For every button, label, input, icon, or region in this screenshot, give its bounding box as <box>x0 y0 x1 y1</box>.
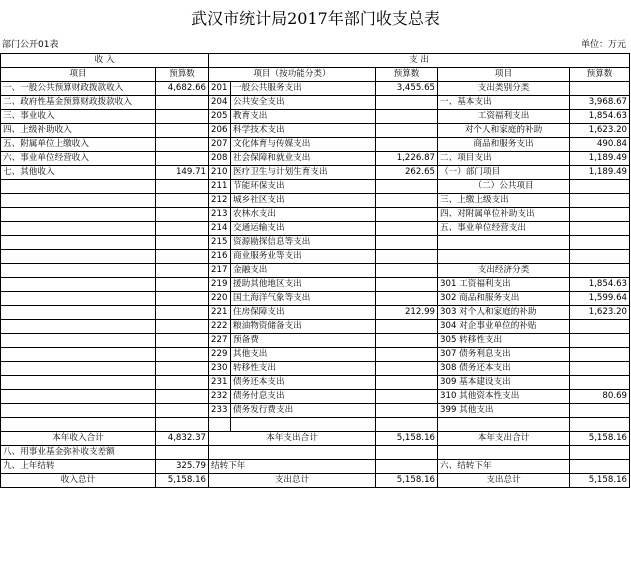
exp-total-label: 支出总计 <box>209 474 376 488</box>
exp-item <box>438 236 570 250</box>
func-code: 233 <box>209 404 231 418</box>
table-row <box>1 390 630 404</box>
table-row <box>1 194 630 208</box>
income-item <box>1 194 156 208</box>
func-item: 债务付息支出 <box>231 390 376 404</box>
func-amount <box>376 180 438 194</box>
table-row <box>1 96 630 110</box>
exp-amount: 3,968.67 <box>570 96 630 110</box>
header-row-2 <box>1 68 630 82</box>
func-amount <box>376 278 438 292</box>
carry-amount: 325.79 <box>156 460 209 474</box>
budget-table <box>0 53 630 488</box>
income-amount <box>156 96 209 110</box>
col-header-budget-func: 预算数 <box>376 68 438 82</box>
income-item <box>1 306 156 320</box>
income-amount <box>156 236 209 250</box>
income-item <box>1 334 156 348</box>
func-amount <box>376 222 438 236</box>
func-item: 农林水支出 <box>231 208 376 222</box>
fund-row <box>1 446 630 460</box>
income-item <box>1 292 156 306</box>
col-header-budget-right: 预算数 <box>570 68 630 82</box>
col-header-item: 项目 <box>1 68 156 82</box>
income-amount <box>156 320 209 334</box>
func-item: 其他支出 <box>231 348 376 362</box>
func-amount <box>376 320 438 334</box>
income-item <box>1 278 156 292</box>
exp-amount: 1,623.20 <box>570 124 630 138</box>
grand-total-row <box>1 474 630 488</box>
table-row <box>1 278 630 292</box>
income-item: 三、事业收入 <box>1 110 156 124</box>
exp-total-amount-2: 5,158.16 <box>570 474 630 488</box>
table-row <box>1 362 630 376</box>
exp-amount: 1,623.20 <box>570 306 630 320</box>
income-item <box>1 404 156 418</box>
blank-row <box>1 418 630 432</box>
exp-item: 二、项目支出 <box>438 152 570 166</box>
table-row <box>1 166 630 180</box>
exp-amount <box>570 180 630 194</box>
unit-label: 单位：万元 <box>580 40 626 50</box>
func-code: 208 <box>209 152 231 166</box>
exp-item: 支出类别分类 <box>438 82 570 96</box>
year-income-label: 本年收入合计 <box>1 432 156 446</box>
exp-amount <box>570 320 630 334</box>
income-item <box>1 264 156 278</box>
income-amount <box>156 222 209 236</box>
func-amount <box>376 362 438 376</box>
table-row <box>1 110 630 124</box>
form-number: 部门公开01表 <box>2 40 59 50</box>
exp-amount: 80.69 <box>570 390 630 404</box>
income-item <box>1 180 156 194</box>
func-code: 231 <box>209 376 231 390</box>
table-row <box>1 222 630 236</box>
income-item <box>1 390 156 404</box>
income-item: 一、一般公共预算财政拨款收入 <box>1 82 156 96</box>
exp-item: 308 债务还本支出 <box>438 362 570 376</box>
exp-item: （二）公共项目 <box>438 180 570 194</box>
func-amount <box>376 96 438 110</box>
func-amount <box>376 292 438 306</box>
income-amount <box>156 376 209 390</box>
year-income-amount: 4,832.37 <box>156 432 209 446</box>
income-item: 五、附属单位上缴收入 <box>1 138 156 152</box>
income-total-label: 收入总计 <box>1 474 156 488</box>
func-code: 219 <box>209 278 231 292</box>
func-item: 城乡社区支出 <box>231 194 376 208</box>
income-amount <box>156 138 209 152</box>
func-item: 教育支出 <box>231 110 376 124</box>
income-item: 七、其他收入 <box>1 166 156 180</box>
func-code: 222 <box>209 320 231 334</box>
exp-item: 对个人和家庭的补助 <box>438 124 570 138</box>
year-exp-label: 本年支出合计 <box>209 432 376 446</box>
year-exp-econ-amount: 5,158.16 <box>570 432 630 446</box>
table-row <box>1 376 630 390</box>
exp-amount <box>570 82 630 96</box>
exp-total-label-2: 支出总计 <box>438 474 570 488</box>
exp-item <box>438 250 570 264</box>
func-item: 文化体育与传媒支出 <box>231 138 376 152</box>
func-item: 商业服务业等支出 <box>231 250 376 264</box>
exp-item: 309 基本建设支出 <box>438 376 570 390</box>
year-total-row <box>1 432 630 446</box>
income-item: 二、政府性基金预算财政拨款收入 <box>1 96 156 110</box>
func-item: 节能环保支出 <box>231 180 376 194</box>
income-amount <box>156 264 209 278</box>
exp-amount: 490.84 <box>570 138 630 152</box>
func-amount <box>376 236 438 250</box>
income-header: 收 入 <box>1 54 209 68</box>
exp-total-amount: 5,158.16 <box>376 474 438 488</box>
exp-amount <box>570 404 630 418</box>
func-item: 援助其他地区支出 <box>231 278 376 292</box>
exp-amount <box>570 236 630 250</box>
table-row <box>1 404 630 418</box>
income-amount <box>156 194 209 208</box>
exp-amount: 1,189.49 <box>570 166 630 180</box>
year-exp-amount: 5,158.16 <box>376 432 438 446</box>
exp-item: 305 转移性支出 <box>438 334 570 348</box>
func-amount <box>376 264 438 278</box>
func-amount <box>376 376 438 390</box>
table-row <box>1 236 630 250</box>
exp-amount <box>570 250 630 264</box>
income-amount <box>156 278 209 292</box>
carry-over-label: 结转下年 <box>209 460 376 474</box>
func-code: 206 <box>209 124 231 138</box>
func-amount <box>376 348 438 362</box>
exp-item: 302 商品和服务支出 <box>438 292 570 306</box>
exp-item: 支出经济分类 <box>438 264 570 278</box>
func-amount: 1,226.87 <box>376 152 438 166</box>
func-amount: 212.99 <box>376 306 438 320</box>
page-title: 武汉市统计局2017年部门收支总表 <box>191 9 440 28</box>
header-row-1 <box>1 54 630 68</box>
table-row <box>1 334 630 348</box>
income-amount <box>156 208 209 222</box>
expenditure-header: 支 出 <box>209 54 630 68</box>
income-item <box>1 376 156 390</box>
exp-item: 商品和服务支出 <box>438 138 570 152</box>
exp-amount <box>570 208 630 222</box>
income-item <box>1 348 156 362</box>
func-amount <box>376 138 438 152</box>
carry-label: 九、上年结转 <box>1 460 156 474</box>
exp-item: 304 对企事业单位的补贴 <box>438 320 570 334</box>
income-amount <box>156 250 209 264</box>
exp-amount: 1,189.49 <box>570 152 630 166</box>
func-code: 211 <box>209 180 231 194</box>
income-item <box>1 362 156 376</box>
col-header-item-func: 项目（按功能分类） <box>209 68 376 82</box>
func-amount <box>376 194 438 208</box>
func-item: 转移性支出 <box>231 362 376 376</box>
func-code: 207 <box>209 138 231 152</box>
func-code: 215 <box>209 236 231 250</box>
table-row <box>1 180 630 194</box>
func-amount <box>376 208 438 222</box>
table-row <box>1 138 630 152</box>
income-amount <box>156 110 209 124</box>
func-amount <box>376 404 438 418</box>
table-row <box>1 152 630 166</box>
func-item: 社会保障和就业支出 <box>231 152 376 166</box>
func-amount <box>376 124 438 138</box>
exp-item: 五、事业单位经营支出 <box>438 222 570 236</box>
func-item: 债务还本支出 <box>231 376 376 390</box>
func-amount <box>376 250 438 264</box>
func-code: 201 <box>209 82 231 96</box>
exp-amount: 1,854.63 <box>570 278 630 292</box>
exp-item: 307 债务利息支出 <box>438 348 570 362</box>
func-code: 216 <box>209 250 231 264</box>
exp-item: 310 其他资本性支出 <box>438 390 570 404</box>
func-amount: 262.65 <box>376 166 438 180</box>
income-amount <box>156 362 209 376</box>
func-code: 217 <box>209 264 231 278</box>
table-row <box>1 208 630 222</box>
func-code: 229 <box>209 348 231 362</box>
table-row <box>1 124 630 138</box>
func-item: 医疗卫生与计划生育支出 <box>231 166 376 180</box>
table-row <box>1 264 630 278</box>
income-amount <box>156 152 209 166</box>
income-item <box>1 250 156 264</box>
exp-item: 三、上缴上级支出 <box>438 194 570 208</box>
func-code: 204 <box>209 96 231 110</box>
func-code: 214 <box>209 222 231 236</box>
func-item: 预备费 <box>231 334 376 348</box>
func-code: 221 <box>209 306 231 320</box>
func-amount <box>376 110 438 124</box>
exp-item: 四、对附属单位补助支出 <box>438 208 570 222</box>
exp-amount <box>570 376 630 390</box>
exp-item: 301 工资福利支出 <box>438 278 570 292</box>
income-amount <box>156 390 209 404</box>
func-item: 交通运输支出 <box>231 222 376 236</box>
income-item: 四、上级补助收入 <box>1 124 156 138</box>
exp-item: 303 对个人和家庭的补助 <box>438 306 570 320</box>
carry-row <box>1 460 630 474</box>
income-amount <box>156 180 209 194</box>
income-amount <box>156 306 209 320</box>
col-header-item-right: 项目 <box>438 68 570 82</box>
func-amount <box>376 390 438 404</box>
carry-over-label-2: 六、结转下年 <box>438 460 570 474</box>
func-code: 212 <box>209 194 231 208</box>
func-item: 住房保障支出 <box>231 306 376 320</box>
func-code: 210 <box>209 166 231 180</box>
exp-amount <box>570 222 630 236</box>
func-item: 粮油物资储备支出 <box>231 320 376 334</box>
exp-amount <box>570 348 630 362</box>
exp-item: （一）部门项目 <box>438 166 570 180</box>
income-amount <box>156 292 209 306</box>
exp-amount: 1,599.64 <box>570 292 630 306</box>
func-code: 227 <box>209 334 231 348</box>
func-item: 国土海洋气象等支出 <box>231 292 376 306</box>
func-item: 金融支出 <box>231 264 376 278</box>
exp-amount <box>570 334 630 348</box>
func-item: 公共安全支出 <box>231 96 376 110</box>
income-amount: 149.71 <box>156 166 209 180</box>
income-amount <box>156 348 209 362</box>
exp-item: 399 其他支出 <box>438 404 570 418</box>
func-code: 220 <box>209 292 231 306</box>
func-item: 科学技术支出 <box>231 124 376 138</box>
exp-amount <box>570 362 630 376</box>
func-amount: 3,455.65 <box>376 82 438 96</box>
table-row <box>1 82 630 96</box>
exp-amount: 1,854.63 <box>570 110 630 124</box>
table-row <box>1 292 630 306</box>
table-row <box>1 250 630 264</box>
func-item: 债务发行费支出 <box>231 404 376 418</box>
year-exp-econ-label: 本年支出合计 <box>438 432 570 446</box>
table-row <box>1 348 630 362</box>
func-code: 230 <box>209 362 231 376</box>
exp-item: 工资福利支出 <box>438 110 570 124</box>
col-header-budget: 预算数 <box>156 68 209 82</box>
table-row <box>1 306 630 320</box>
table-row <box>1 320 630 334</box>
func-code: 205 <box>209 110 231 124</box>
income-item <box>1 236 156 250</box>
fund-label: 八、用事业基金弥补收支差额 <box>1 446 156 460</box>
income-amount: 4,682.66 <box>156 82 209 96</box>
income-item <box>1 320 156 334</box>
exp-amount <box>570 264 630 278</box>
exp-item: 一、基本支出 <box>438 96 570 110</box>
income-amount <box>156 334 209 348</box>
exp-amount <box>570 194 630 208</box>
income-amount <box>156 404 209 418</box>
func-amount <box>376 334 438 348</box>
income-amount <box>156 124 209 138</box>
income-item <box>1 222 156 236</box>
income-item: 六、事业单位经营收入 <box>1 152 156 166</box>
func-item: 一般公共服务支出 <box>231 82 376 96</box>
income-item <box>1 208 156 222</box>
income-total-amount: 5,158.16 <box>156 474 209 488</box>
func-item: 资源勘探信息等支出 <box>231 236 376 250</box>
func-code: 232 <box>209 390 231 404</box>
func-code: 213 <box>209 208 231 222</box>
